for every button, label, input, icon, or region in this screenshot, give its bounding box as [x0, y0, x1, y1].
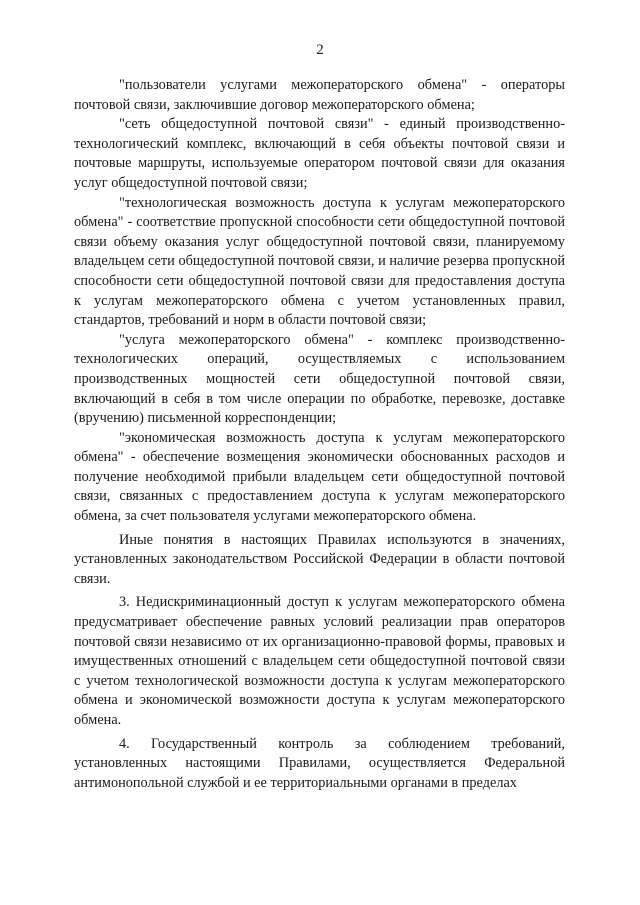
definition-paragraph: "услуга межоператорского обмена" - комплекс производственно-технологических операций, осуществляемых с использованием производственных мощностей сети общедоступной почтовой связи, включающий в себя в том числе операции по обработке, перевозке, доставке (вручению) письменной корреспонденции; [74, 331, 565, 427]
body-paragraph: Иные понятия в настоящих Правилах используются в значениях, установленных законодательством Российской Федерации в области почтовой связи. [74, 531, 565, 587]
definition-paragraph: "пользователи услугами межоператорского обмена" - операторы почтовой связи, заключившие договор межоператорского обмена; [74, 77, 565, 113]
definition-paragraph: "экономическая возможность доступа к услугам межоператорского обмена" - обеспечение возмещения экономически обоснованных расходов и получение необходимой прибыли владельцем сети общедоступной почтовой связи, связанных с предоставлением доступа к услугам межоператорского обмена, за счет пользователя услугами межоператорского обмена. [74, 429, 565, 525]
clause-paragraph: 3. Недискриминационный доступ к услугам межоператорского обмена предусматривает обеспечение равных условий реализации прав операторов почтовой связи независимо от их организационно-правовой формы, правовых и имущественных отношений с владельцем сети общедоступной почтовой связи с учетом технологической возможности доступа к услугам межоператорского обмена и экономической возможности доступа к услугам межоператорского обмена. [74, 594, 565, 728]
document-body [74, 76, 565, 793]
clause-paragraph: 4. Государственный контроль за соблюдением требований, установленных настоящими Правилами, осуществляется Федеральной антимонопольной службой и ее территориальными органами в пределах [74, 735, 565, 791]
definition-paragraph: "сеть общедоступной почтовой связи" - единый производственно-технологический комплекс, включающий в себя объекты почтовой связи и почтовые маршруты, используемые оператором почтовой связи для оказания услуг общедоступной почтовой связи; [74, 116, 565, 191]
page-number: 2 [316, 42, 324, 58]
definition-paragraph: "технологическая возможность доступа к услугам межоператорского обмена" - соответствие пропускной способности сети общедоступной почтовой связи объему оказания услуг общедоступной почтовой связи, планируемому владельцем сети общедоступной почтовой связи, и наличие резерва пропускной способности сети общедоступной почтовой связи для предоставления доступа к услугам межоператорского обмена с учетом установленных правил, стандартов, требований и норм в области почтовой связи; [74, 194, 565, 329]
